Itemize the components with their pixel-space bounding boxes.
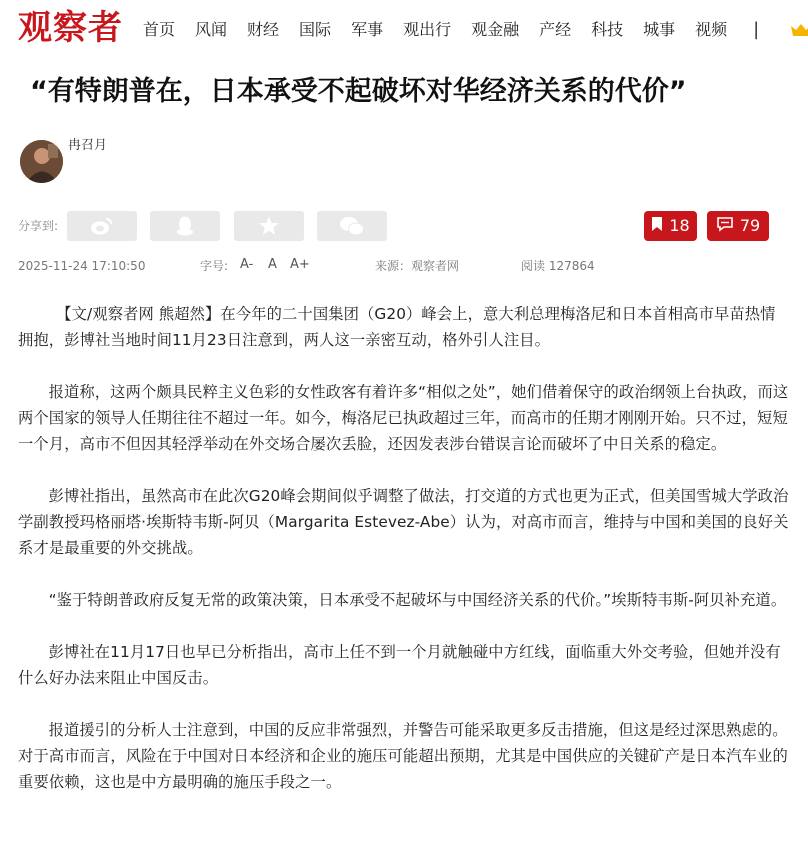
article-paragraph: 彭博社在11月17日也早已分析指出，高市上任不到一个月就触碰中方红线，面临重大外交考验，但她并没有什么好办法来阻止中国反击。 [18, 643, 781, 687]
nav-item-home[interactable]: 首页 [143, 20, 176, 39]
share-weibo-button[interactable] [67, 211, 137, 241]
nav-item-fengwen[interactable]: 风闻 [195, 20, 228, 39]
article-paragraph: 【文/观察者网 熊超然】在今年的二十国集团（G20）峰会上，意大利总理梅洛尼和日本首相高市早苗热情拥抱，彭博社当地时间11月23日注意到，两人这一亲密互动，格外引人注目。 [18, 305, 776, 349]
qzone-icon [258, 215, 280, 237]
article-title: “有特朗普在，日本承受不起破坏对华经济关系的代价” [30, 76, 687, 107]
weibo-icon [90, 216, 114, 236]
nav-item-tech[interactable]: 科技 [591, 20, 624, 39]
fontsize-normal-button[interactable]: A [268, 257, 277, 272]
article-paragraph: 报道援引的分析人士注意到，中国的反应非常强烈，并警告可能采取更多反击措施，但这是经过深思熟虑的。对于高市而言，风险在于中国对日本经济和企业的施压可能超出预期，尤其是中国供应的关键矿产是日本汽车业的重要依赖，这也是中方最明确的施压手段之一。 [18, 721, 788, 791]
nav-item-video[interactable]: 视频 [695, 20, 728, 39]
site-header [0, 0, 808, 62]
main-nav [143, 18, 759, 42]
article-paragraph: 报道称，这两个颇具民粹主义色彩的女性政客有着许多“相似之处”，她们借着保守的政治纲领上台执政，而这两个国家的领导人任期往往不超过一年。如今，梅洛尼已执政超过三年，而高市的任期才刚刚开始。只不过，短短一个月，高市不但因其轻浮举动在外交场合屡次丢脸，还因发表涉台错误言论而破坏了中日关系的稳定。 [18, 383, 789, 453]
article-paragraph: 彭博社指出，虽然高市在此次G20峰会期间似乎调整了做法，打交道的方式也更为正式，但美国雪城大学政治学副教授玛格丽塔·埃斯特韦斯-阿贝（Margarita Estevez-Abe）认为，对高市而言，维持与中国和美国的良好关系才是最重要的外交挑战。 [18, 487, 789, 557]
crown-icon[interactable] [790, 22, 808, 38]
nav-item-guanfinance[interactable]: 观金融 [471, 20, 520, 39]
article-source: 来源：观察者网 [375, 259, 460, 273]
nav-separator: | [753, 19, 760, 40]
share-wechat-button[interactable] [317, 211, 387, 241]
share-qq-button[interactable] [150, 211, 220, 241]
nav-item-military[interactable]: 军事 [351, 20, 384, 39]
bookmark-icon [651, 216, 663, 236]
publish-datetime: 2025-11-24 17:10:50 [18, 259, 146, 273]
comment-count-button[interactable] [707, 211, 769, 241]
read-count: 阅读 127864 [521, 259, 595, 273]
share-label: 分享到: [18, 219, 59, 233]
article-body [18, 301, 790, 821]
qq-icon [175, 215, 195, 237]
share-qzone-button[interactable] [234, 211, 304, 241]
bookmark-count-button[interactable] [644, 211, 697, 241]
nav-item-industry[interactable]: 产经 [539, 20, 572, 39]
fontsize-large-button[interactable]: A+ [290, 257, 310, 272]
comment-count: 79 [739, 216, 761, 235]
author-name[interactable]: 冉召月 [68, 138, 108, 153]
bookmark-count: 18 [669, 216, 690, 235]
author-avatar[interactable] [20, 140, 63, 183]
nav-item-city[interactable]: 城事 [643, 20, 676, 39]
fontsize-label: 字号: [200, 259, 229, 273]
nav-item-finance[interactable]: 财经 [247, 20, 280, 39]
fontsize-small-button[interactable]: A- [240, 257, 254, 272]
nav-item-mobility[interactable]: 观出行 [403, 20, 452, 39]
comment-icon [716, 216, 734, 236]
wechat-icon [339, 216, 365, 236]
nav-item-international[interactable]: 国际 [299, 20, 332, 39]
article-paragraph: “鉴于特朗普政府反复无常的政策决策，日本承受不起破坏与中国经济关系的代价。”埃斯特韦斯-阿贝补充道。 [48, 591, 787, 609]
site-logo[interactable]: 观察者 [18, 8, 123, 48]
